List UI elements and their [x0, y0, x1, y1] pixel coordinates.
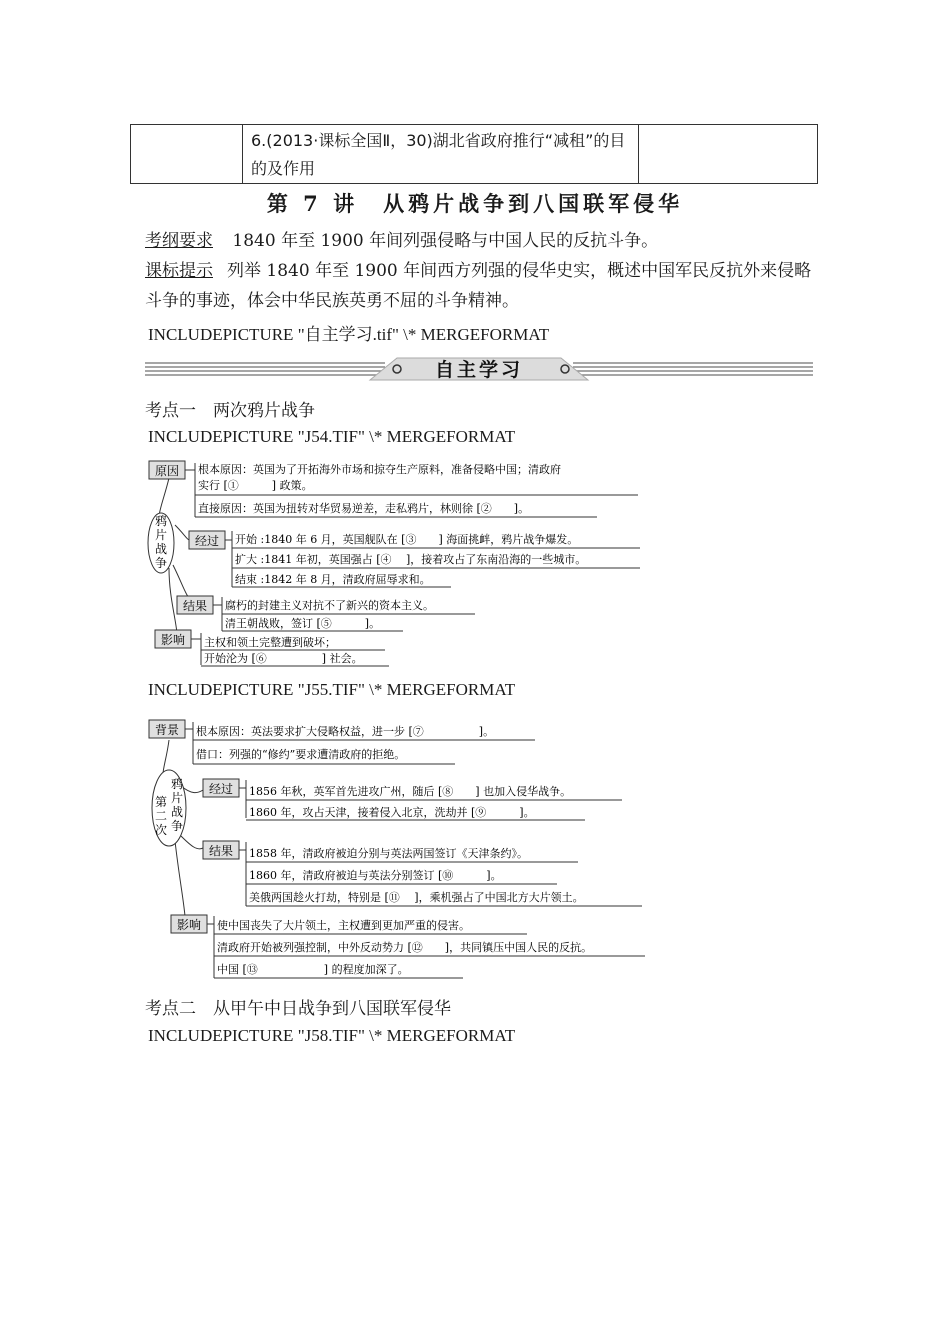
standard-label: 课标提示 — [145, 261, 213, 281]
history-table — [130, 124, 818, 184]
diagram-text-11: 扩大 :1841 年初，英国强占 [④ ]，接着攻占了东南沿海的一些城市。 — [235, 553, 587, 566]
diagram-text-16: 影响 — [160, 633, 186, 647]
outline-label: 考纲要求 — [145, 231, 213, 251]
first-opium-war-diagram — [145, 455, 645, 670]
diagram-text-14: 腐朽的封建主义对抗不了新兴的资本主义。 — [225, 599, 434, 612]
diagram-text-34: 1860 年，清政府被迫与英法分别签订 [⑩ ]。 — [249, 869, 502, 882]
diagram-text-2: 片 — [154, 528, 168, 542]
standard-text: 列举 1840 年至 1900 年间西方列强的侵华史实，概述中国军民反抗外来侵略斗争的事迹，体会中华民族英勇不屈的斗争精神。 — [145, 261, 812, 311]
diagram-text-18: 开始沦为 [⑥ ] 社会。 — [204, 652, 363, 665]
include-field-1: INCLUDEPICTURE "自主学习.tif" \* MERGEFORMAT — [148, 325, 550, 344]
diagram-text-23: 片 — [170, 791, 184, 805]
diagram-text-32: 结果 — [208, 844, 234, 858]
diagram-text-36: 影响 — [176, 918, 202, 932]
topic-2-heading: 考点二 从甲午中日战争到八国联军侵华 — [145, 999, 451, 1019]
standard-hint — [145, 256, 815, 316]
second-opium-war-diagram — [145, 716, 647, 981]
diagram-text-25: 争 — [170, 819, 184, 833]
diagram-text-12: 结束 :1842 年 8 月，清政府屈辱求和。 — [235, 573, 431, 586]
include-field-2: INCLUDEPICTURE "J54.TIF" \* MERGEFORMAT — [148, 427, 516, 446]
include-field-4: INCLUDEPICTURE "J58.TIF" \* MERGEFORMAT — [148, 1026, 516, 1045]
diagram-text-20: 二 — [154, 809, 168, 823]
diagram-text-5: 原因 — [154, 464, 180, 478]
table-cell-empty-left — [131, 125, 243, 183]
diagram-text-39: 中国 [⑬ ] 的程度加深了。 — [217, 963, 409, 976]
diagram-text-9: 经过 — [194, 534, 220, 548]
diagram-text-33: 1858 年，清政府被迫分别与英法两国签订《天津条约》。 — [249, 847, 528, 860]
diagram-text-21: 次 — [154, 823, 168, 837]
diagram-text-27: 根本原因：英法要求扩大侵略权益，进一步 [⑦ ]。 — [196, 725, 495, 738]
diagram-text-19: 第 — [154, 795, 168, 809]
diagram-text-8: 直接原因：英国为扭转对华贸易逆差，走私鸦片，林则徐 [② ]。 — [198, 502, 530, 515]
diagram-text-6: 根本原因：英国为了开拓海外市场和掠夺生产原料，准备侵略中国；清政府 — [198, 463, 561, 476]
diagram-text-10: 开始 :1840 年 6 月，英国舰队在 [③ ] 海面挑衅，鸦片战争爆发。 — [235, 533, 579, 546]
outline-requirement — [145, 226, 815, 256]
include-field-3: INCLUDEPICTURE "J55.TIF" \* MERGEFORMAT — [148, 680, 516, 699]
diagram-text-7: 实行 [① ] 政策。 — [198, 479, 313, 492]
diagram-text-15: 清王朝战败，签订 [⑤ ]。 — [225, 617, 381, 630]
diagram-text-4: 争 — [154, 556, 168, 570]
diagram-text-26: 背景 — [154, 723, 180, 737]
diagram-text-24: 战 — [170, 805, 184, 819]
diagram-text-31: 1860 年，攻占天津，接着侵入北京，洗劫并 [⑨ ]。 — [249, 806, 535, 819]
table-cell-question: 6.(2013·课标全国Ⅱ，30)湖北省政府推行“减租”的目的及作用 — [251, 131, 626, 178]
outline-text: 1840 年至 1900 年间列强侵略与中国人民的反抗斗争。 — [232, 231, 659, 251]
diagram-text-35: 美俄两国趁火打劫，特别是 [⑪ ]，乘机强占了中国北方大片领土。 — [249, 891, 584, 904]
banner-title: 自主学习 — [434, 359, 524, 381]
diagram-text-3: 战 — [154, 542, 168, 556]
diagram-text-22: 鸦 — [170, 777, 184, 791]
table-column-divider — [638, 125, 639, 183]
diagram-text-38: 清政府开始被列强控制，中外反动势力 [⑫ ]，共同镇压中国人民的反抗。 — [217, 941, 593, 954]
diagram-text-37: 使中国丧失了大片领土，主权遭到更加严重的侵害。 — [217, 919, 470, 932]
diagram-text-1: 鸦 — [154, 514, 168, 528]
lecture-title: 第 7 讲 从鸦片战争到八国联军侵华 — [266, 191, 684, 216]
topic-1-heading: 考点一 两次鸦片战争 — [145, 401, 315, 421]
diagram-text-13: 结果 — [182, 599, 208, 613]
diagram-text-29: 经过 — [208, 782, 234, 796]
diagram-text-30: 1856 年秋，英军首先进攻广州，随后 [⑧ ] 也加入侵华战争。 — [249, 785, 572, 798]
diagram-text-17: 主权和领土完整遭到破坏； — [204, 636, 336, 649]
diagram-text-28: 借口：列强的“修约”要求遭清政府的拒绝。 — [196, 748, 406, 761]
self-study-banner — [145, 356, 813, 384]
